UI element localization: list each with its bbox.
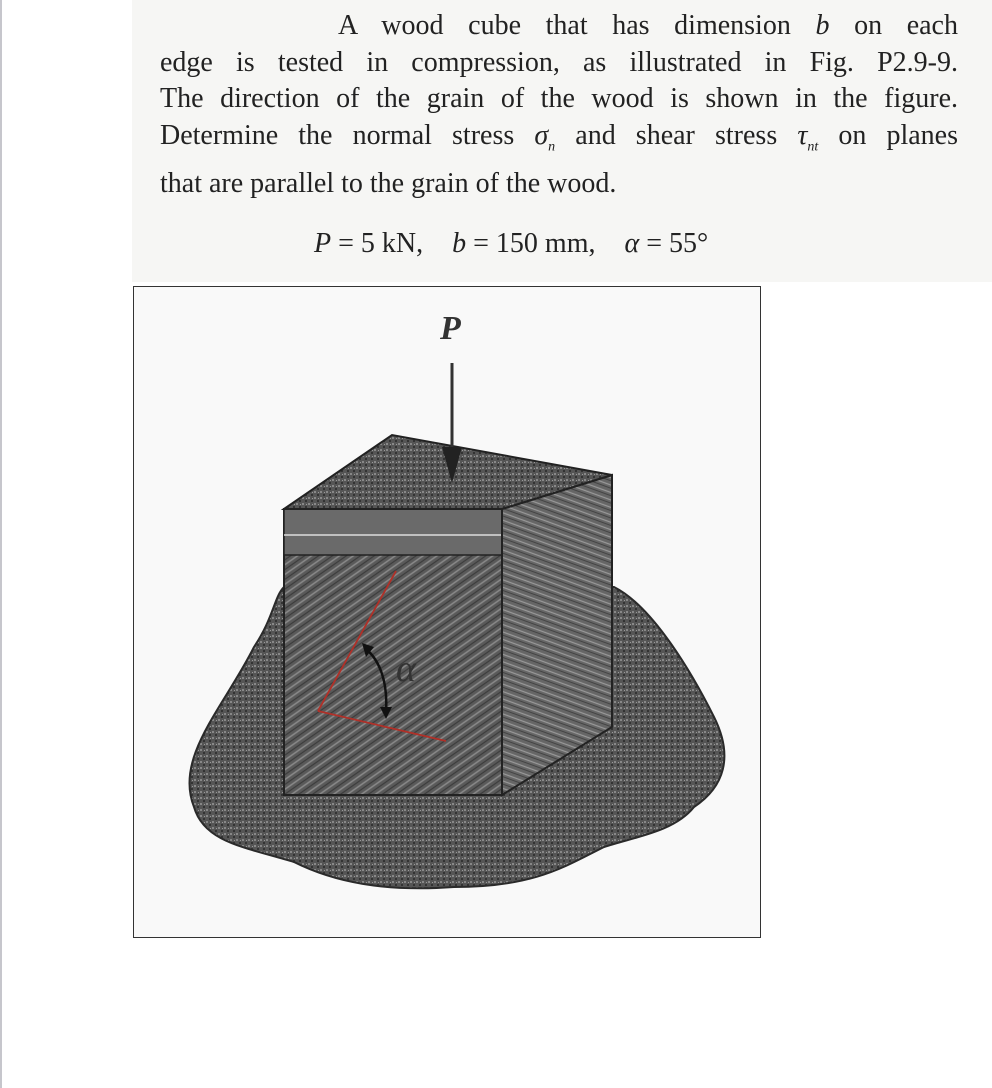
param-load: P = 5 kN, xyxy=(314,228,424,259)
given-parameters xyxy=(314,228,708,260)
wood-cube-illustration xyxy=(134,287,760,937)
figure-p2-9-9 xyxy=(133,286,761,938)
problem-line-3: The direction of the grain of the wood is shown in the figure. xyxy=(160,83,958,114)
cube-front-band xyxy=(284,509,502,555)
problem-line-5: that are parallel to the grain of the wood. xyxy=(160,167,617,199)
param-angle: α = 55° xyxy=(624,228,709,259)
problem-line-4: Determine the normal stress $\sigma_n$ and shear stress $\tau_{nt}$ on planes xyxy=(160,119,958,155)
load-label: P xyxy=(440,310,461,347)
problem-line-2: edge is tested in compression, as illustrated in Fig. P2.9-9. xyxy=(160,46,958,78)
param-edge: b = 150 mm, xyxy=(452,228,596,259)
left-rule xyxy=(0,0,2,1088)
problem-line-1: A wood cube that has dimension b on each xyxy=(338,10,958,41)
angle-label: α xyxy=(396,648,416,690)
problem-statement xyxy=(160,8,958,202)
